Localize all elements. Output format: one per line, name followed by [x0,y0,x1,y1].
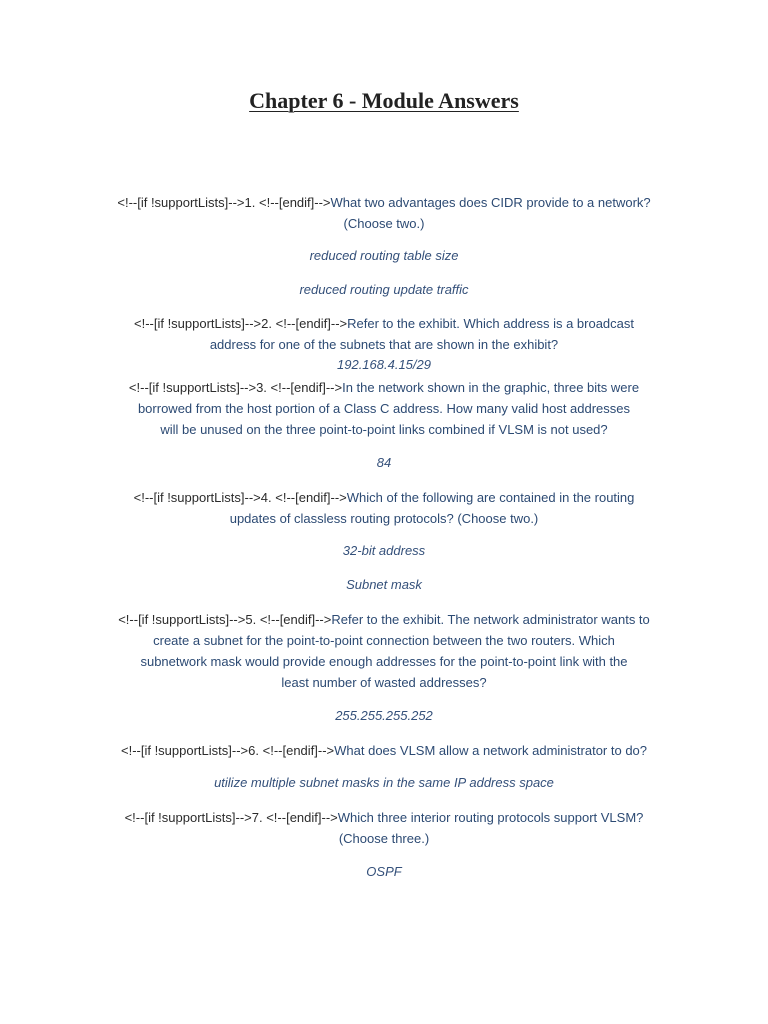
question-5 [0,609,768,693]
question-text: (Choose three.) [338,831,430,846]
question-text: Refer to the exhibit. The network administrator wants to [331,612,650,627]
answer-2: 192.168.4.15/29 [337,357,431,372]
conditional-comment-endif: <!--[endif]--> [270,380,343,395]
conditional-comment-prefix: <!--[if !supportLists]--> [128,380,257,395]
question-number: 3. [256,380,267,395]
question-number: 5. [245,612,257,627]
conditional-comment-endif: <!--[endif]--> [262,743,335,758]
question-text: In the network shown in the graphic, three bits were [342,380,640,395]
question-text: Refer to the exhibit. Which address is a broadcast [347,316,635,331]
question-7 [0,807,768,849]
answer-7: OSPF [366,864,402,879]
answer-4b: Subnet mask [346,577,422,592]
question-text: create a subnet for the point-to-point connection between the two routers. Which [153,633,615,648]
question-text: Which of the following are contained in the routing [346,490,635,505]
conditional-comment-prefix: <!--[if !supportLists]--> [133,316,262,331]
conditional-comment-endif: <!--[endif]--> [275,316,348,331]
answer-3: 84 [376,455,392,470]
answer-6: utilize multiple subnet masks in the same IP address space [214,775,554,790]
question-number: 4. [260,490,272,505]
conditional-comment-endif: <!--[endif]--> [275,490,347,505]
question-text: address for one of the subnets that are shown in the exhibit? [209,337,559,352]
question-text: will be unused on the three point-to-point links combined if VLSM is not used? [160,422,608,437]
question-text: Which three interior routing protocols support VLSM? [337,810,644,825]
answer-1a: reduced routing table size [309,248,459,263]
question-number: 2. [261,316,272,331]
question-4 [0,487,768,529]
answer-5: 255.255.255.252 [335,708,433,723]
question-text: What two advantages does CIDR provide to a network? [330,195,651,210]
question-1 [0,192,768,234]
question-3 [0,377,768,440]
question-2 [0,313,768,355]
question-number: 6. [248,743,259,758]
question-text: least number of wasted addresses? [281,675,487,690]
conditional-comment-endif: <!--[endif]--> [259,612,332,627]
question-number: 1. [244,195,256,210]
question-text: subnetwork mask would provide enough addresses for the point-to-point link with the [140,654,628,669]
page-title: Chapter 6 - Module Answers [249,88,519,113]
question-number: 7. [251,810,263,825]
conditional-comment-endif: <!--[endif]--> [266,810,338,825]
conditional-comment-prefix: <!--[if !supportLists]--> [133,490,261,505]
question-text: (Choose two.) [343,216,425,231]
question-6 [0,740,768,761]
conditional-comment-prefix: <!--[if !supportLists]--> [120,743,249,758]
conditional-comment-endif: <!--[endif]--> [258,195,331,210]
question-text: borrowed from the host portion of a Class C address. How many valid host addresses [137,401,631,416]
question-text: What does VLSM allow a network administrator to do? [334,743,648,758]
conditional-comment-prefix: <!--[if !supportLists]--> [124,810,252,825]
conditional-comment-prefix: <!--[if !supportLists]--> [117,195,245,210]
answer-1b: reduced routing update traffic [299,282,469,297]
question-text: updates of classless routing protocols? (Choose two.) [229,511,539,526]
conditional-comment-prefix: <!--[if !supportLists]--> [118,612,246,627]
answer-4a: 32-bit address [342,543,426,558]
